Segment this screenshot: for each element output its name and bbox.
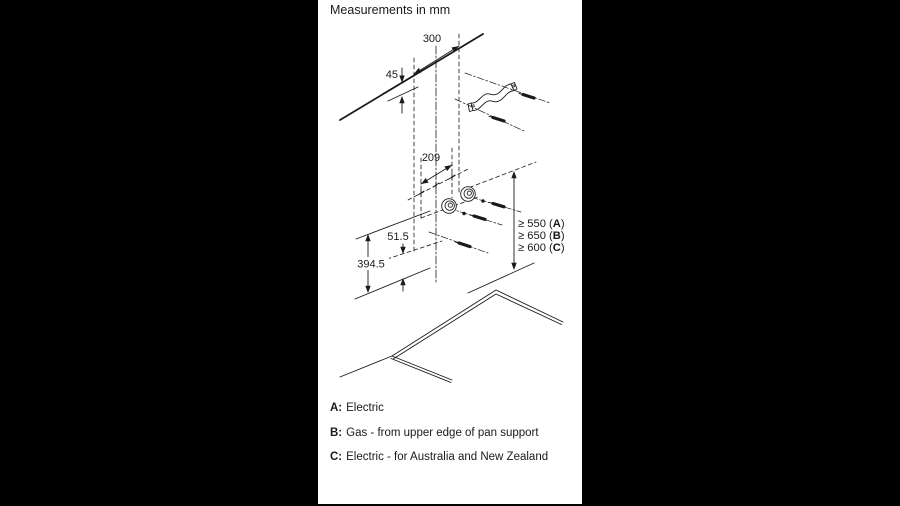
legend-text-c: Electric - for Australia and New Zealand bbox=[346, 451, 549, 463]
dim-51-5-label: 51.5 bbox=[387, 231, 409, 243]
hob-surface-line bbox=[355, 268, 430, 299]
dimension-51-5 bbox=[387, 231, 408, 291]
content-panel bbox=[318, 0, 582, 506]
hob-outline bbox=[340, 290, 563, 383]
legend-text-b: Gas - from upper edge of pan support bbox=[346, 427, 539, 439]
bracket-screw-axis-upper bbox=[465, 73, 550, 103]
dimension-209 bbox=[420, 152, 454, 186]
legend-item-b bbox=[330, 427, 539, 439]
legend-key-c: C: bbox=[330, 451, 343, 463]
wall-plug-lower bbox=[442, 199, 457, 214]
page-title: Measurements in mm bbox=[330, 3, 451, 17]
plug-screw-lower bbox=[470, 215, 485, 220]
dim-209-label: 209 bbox=[421, 152, 441, 164]
dim-300-label: 300 bbox=[422, 33, 442, 45]
legend-item-c bbox=[330, 451, 548, 463]
dim-45-label: 45 bbox=[385, 69, 398, 81]
hood-bottom-extension bbox=[463, 162, 536, 190]
wall-edge-line bbox=[340, 34, 483, 120]
mounting-bracket bbox=[468, 83, 517, 112]
screw-head-dot-lower bbox=[462, 212, 465, 215]
bracket-screw-axis-lower bbox=[455, 99, 524, 131]
lower-screw bbox=[455, 242, 470, 247]
legend-key-b: B: bbox=[330, 427, 343, 439]
dimension-300 bbox=[413, 33, 461, 76]
dimension-394-5 bbox=[353, 234, 389, 293]
clearance-b-label: ≥ 650 (B) bbox=[518, 230, 565, 242]
clearance-a-label: ≥ 550 (A) bbox=[518, 218, 565, 230]
legend-item-a bbox=[330, 402, 384, 414]
bracket-screw-lower bbox=[489, 116, 504, 121]
screw-head-dot-upper bbox=[481, 199, 484, 202]
legend-key-a: A: bbox=[330, 402, 343, 414]
legend-text-a: Electric bbox=[346, 402, 384, 414]
drill-hole-marks bbox=[418, 174, 455, 196]
bracket-screw-upper bbox=[519, 93, 534, 98]
wall-plug-upper bbox=[461, 187, 476, 202]
plug-screw-upper bbox=[489, 202, 504, 207]
dim-394-5-label: 394.5 bbox=[357, 258, 385, 271]
pan-support-level-line bbox=[387, 241, 442, 259]
clearance-c-label: ≥ 600 (C) bbox=[518, 242, 565, 254]
